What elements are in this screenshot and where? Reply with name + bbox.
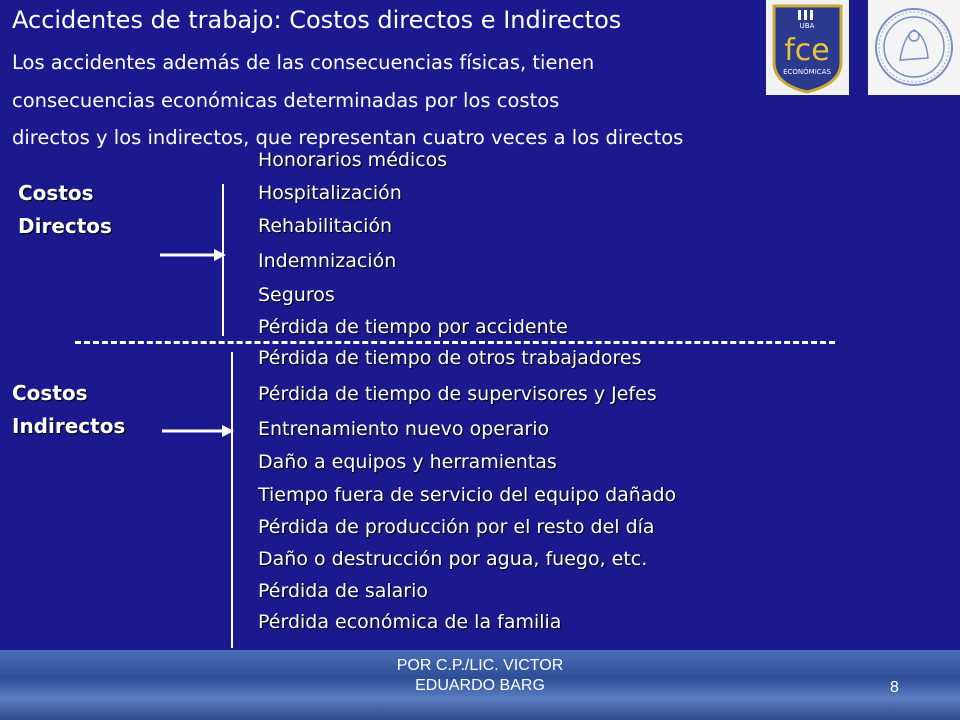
indirect-bracket-line [231, 352, 233, 648]
indirect-arrow-icon [162, 424, 234, 438]
direct-costs-label-2: Directos [18, 214, 112, 238]
intro-line: Los accidentes además de las consecuencias físicas, tienen [12, 51, 595, 74]
logo-economicas-text: ECONÓMICAS [783, 68, 831, 76]
indirect-cost-item: Pérdida de producción por el resto del día [258, 516, 655, 538]
footer-author [380, 656, 580, 696]
fce-logo [766, 0, 849, 95]
direct-cost-item: Rehabilitación [258, 215, 393, 237]
indirect-cost-item: Daño o destrucción por agua, fuego, etc. [258, 548, 648, 570]
intro-line: directos y los indirectos, que representan cuatro veces a los directos [12, 126, 684, 149]
slide-title: Accidentes de trabajo: Costos directos e Indirectos [12, 6, 622, 34]
footer-author-line: EDUARDO BARG [415, 677, 545, 694]
university-seal [868, 0, 960, 95]
indirect-cost-item: Daño a equipos y herramientas [258, 451, 557, 473]
direct-cost-item: Seguros [258, 284, 335, 306]
section-divider [75, 341, 835, 344]
indirect-costs-label-2: Indirectos [12, 414, 126, 438]
direct-costs-label-1: Costos [18, 181, 94, 205]
direct-cost-item: Honorarios médicos [258, 149, 448, 171]
direct-cost-item: Indemnización [258, 250, 397, 272]
indirect-cost-item: Tiempo fuera de servicio del equipo dañado [258, 484, 677, 506]
intro-line: consecuencias económicas determinadas por los costos [12, 88, 560, 112]
logo-uba-text: UBA [799, 22, 815, 30]
indirect-cost-item: Pérdida de tiempo de otros trabajadores [258, 347, 642, 369]
indirect-costs-label-1: Costos [12, 381, 88, 405]
direct-arrow-icon [160, 248, 226, 262]
direct-cost-item: Pérdida de tiempo por accidente [258, 316, 568, 338]
intro-text [12, 44, 683, 157]
indirect-cost-item: Pérdida económica de la familia [258, 611, 562, 633]
logo-fce-text: fce [784, 33, 830, 68]
page-number: 8 [890, 679, 899, 696]
indirect-cost-item: Entrenamiento nuevo operario [258, 418, 550, 440]
indirect-cost-item: Pérdida de tiempo de supervisores y Jefes [258, 383, 657, 405]
footer-author-line: POR C.P./LIC. VICTOR [396, 657, 564, 674]
direct-cost-item: Hospitalización [258, 182, 402, 204]
indirect-cost-item: Pérdida de salario [258, 580, 428, 602]
